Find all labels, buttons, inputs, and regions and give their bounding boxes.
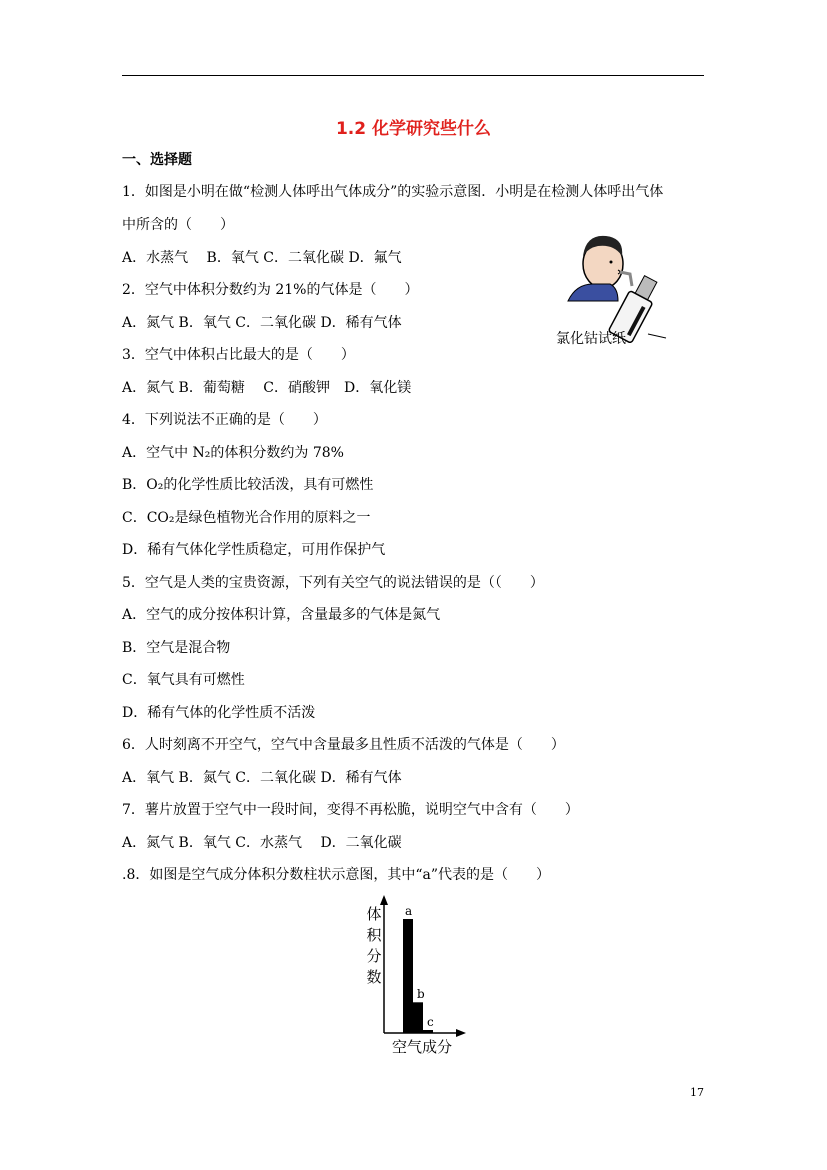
cobalt-paper-label: 氯化钴试纸	[556, 331, 626, 347]
text-line: A．空气中 N₂的体积分数约为 78%	[122, 445, 344, 461]
page-title: 1.2 化学研究些什么	[335, 119, 492, 139]
bar-a	[403, 919, 413, 1033]
text-line: A．空气的成分按体积计算，含量最多的气体是氮气	[122, 607, 441, 623]
y-axis-label-char: 体	[366, 905, 382, 923]
text-line: D．稀有气体的化学性质不活泼	[122, 705, 316, 721]
page-number: 17	[690, 1086, 704, 1099]
figure1-caption	[556, 328, 626, 348]
x-axis-arrow	[456, 1029, 466, 1037]
bar-b	[413, 1002, 423, 1033]
y-axis-label-char: 数	[366, 968, 382, 986]
text-line: 5．空气是人类的宝贵资源，下列有关空气的说法错误的是（（ ）	[122, 575, 544, 591]
text-line: 7．薯片放置于空气中一段时间，变得不再松脆，说明空气中含有（ ）	[122, 802, 579, 818]
y-axis-arrow	[380, 895, 388, 905]
text-line: 中所含的（ ）	[122, 217, 234, 233]
text-line: A．氮气 B．氧气 C．水蒸气 D．二氧化碳	[122, 835, 402, 851]
text-line: D．稀有气体化学性质稳定，可用作保护气	[122, 542, 386, 558]
bar-c	[423, 1030, 433, 1033]
text-line: 2．空气中体积分数约为 21%的气体是（ ）	[122, 282, 419, 298]
header-rule	[122, 75, 704, 76]
text-line: A．水蒸气 B．氧气 C．二氧化碳 D．氟气	[122, 250, 402, 266]
text-line: B．O₂的化学性质比较活泼，具有可燃性	[122, 477, 374, 493]
text-line: C．氧气具有可燃性	[122, 672, 245, 688]
y-axis-label-char: 积	[366, 926, 382, 944]
y-axis-label-char: 分	[366, 947, 382, 965]
bar-label-b: b	[417, 987, 425, 1002]
text-line: 3．空气中体积占比最大的是（ ）	[122, 347, 355, 363]
bar-label-c: c	[427, 1015, 434, 1029]
text-line: 1．如图是小明在做“检测人体呼出气体成分”的实验示意图．小明是在检测人体呼出气体	[122, 184, 664, 200]
section-heading: 一、选择题	[122, 152, 192, 168]
text-line: .8．如图是空气成分体积分数柱状示意图，其中“a”代表的是（ ）	[122, 867, 551, 883]
x-axis-label: 空气成分	[392, 1038, 453, 1056]
text-line: A．氧气 B．氮气 C．二氧化碳 D．稀有气体	[122, 770, 402, 786]
bar-label-a: a	[405, 904, 413, 918]
text-line: A．氮气 B．葡萄糖 C．硝酸钾 D．氧化镁	[122, 380, 412, 396]
text-line: 6．人时刻离不开空气，空气中含量最多且性质不活泼的气体是（ ）	[122, 737, 565, 753]
text-line: B．空气是混合物	[122, 640, 231, 656]
text-line: A．氮气 B．氧气 C．二氧化碳 D．稀有气体	[122, 315, 402, 331]
text-line: C．CO₂是绿色植物光合作用的原料之一	[122, 510, 371, 526]
text-line: 4．下列说法不正确的是（ ）	[122, 412, 327, 428]
